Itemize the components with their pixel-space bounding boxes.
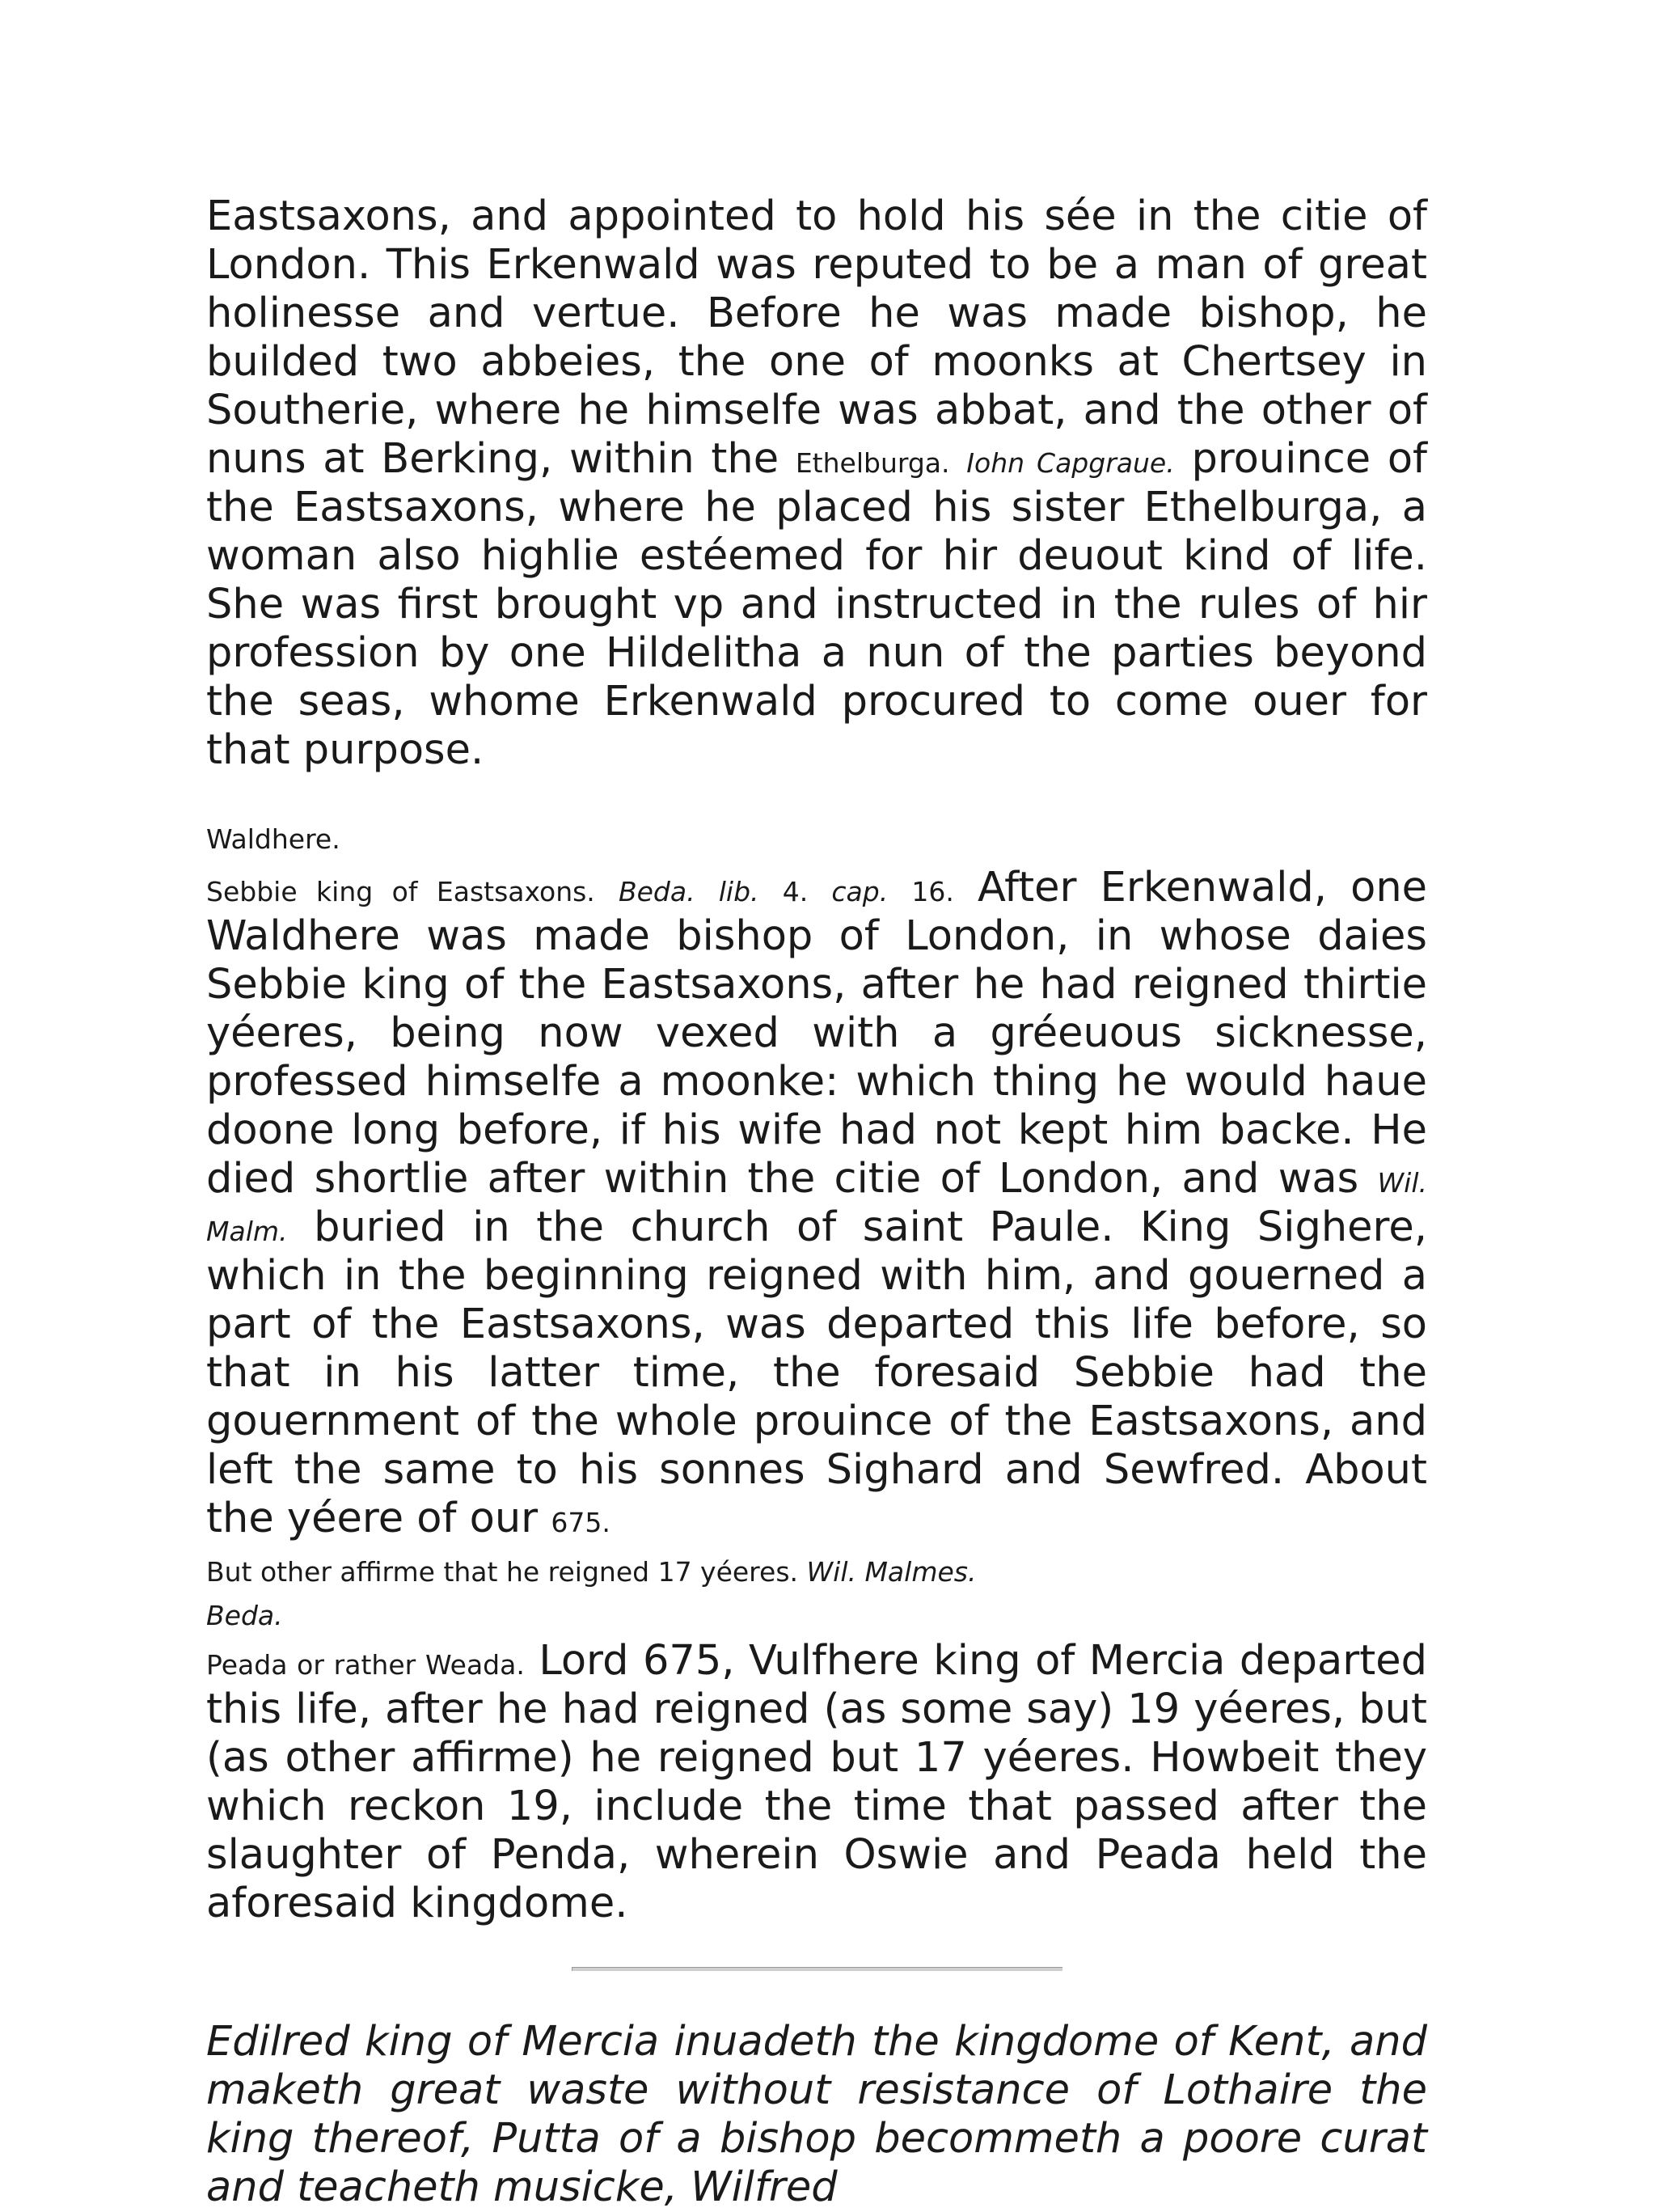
paragraph-waldhere — [206, 864, 1427, 1543]
margin-note-cap: cap. — [831, 876, 889, 907]
margin-note-cap-number: 16. — [911, 876, 954, 907]
paragraph-text: Lord 675, Vulfhere king of Mercia departed this life, after he had reigned (as some say) 19 yéeres, but (as other affirme) he reigned but 17 yéeres. Howbeit they which reckon 19, include the time that passed after the slaughter of Penda, wherein Oswie and Peada held the aforesaid kingdome. — [206, 1637, 1427, 1927]
margin-note-waldhere: Waldhere. — [206, 823, 340, 855]
margin-note-sebbie: Sebbie king of Eastsaxons. — [206, 876, 595, 907]
margin-note-lib: lib. — [718, 876, 759, 907]
margin-note-capgraue: Iohn Capgraue. — [966, 447, 1175, 479]
horizontal-rule — [572, 1967, 1062, 1971]
margin-note-other-affirme — [206, 1556, 1427, 1588]
paragraph-vulfhere — [206, 1637, 1427, 1928]
margin-note-beda: Beda. — [618, 876, 695, 907]
margin-note-beda-2: Beda. — [206, 1600, 283, 1631]
margin-note-peada: Peada or rather Weada. — [206, 1649, 525, 1681]
margin-note-source: Wil. Malmes. — [806, 1556, 977, 1588]
chapter-summary: Edilred king of Mercia inuadeth the kingdome of Kent, and maketh great waste without resistance of Lothaire the king thereof, Putta of a bishop becommeth a poore curat and teacheth musicke, Wilfred — [206, 2018, 1427, 2211]
margin-note-lib-number: 4. — [782, 876, 809, 907]
margin-note-ethelburga: Ethelburga. — [795, 447, 950, 479]
page-content — [206, 192, 1427, 2212]
paragraph-text: Eastsaxons, and appointed to hold his sée in the citie of London. This Erkenwald was reputed to be a man of great holinesse and vertue. Before he was made bishop, he builded two abbeies, the one of moonks at Chertsey in Southerie, where he himselfe was abbat, and the other of nuns at Berking, within the — [206, 192, 1427, 483]
paragraph-text: buried in the church of saint Paule. King Sighere, which in the beginning reigned with him, and gouerned a part of the Eastsaxons, was departed this life before, so that in his latter time, the foresaid Sebbie had the gouernment of the whole prouince of the Eastsaxons, and left the same to his sonnes Sighard and Sewfred. About the yéere of our — [206, 1203, 1427, 1542]
margin-note-wil-malm: Wil. Malm. — [206, 1167, 1428, 1247]
paragraph-text: After Erkenwald, one Waldhere was made bishop of London, in whose daies Sebbie king of the Eastsaxons, after he had reigned thirtie yéeres, being now vexed with a gréeuous sicknesse, professed himselfe a moonke: which thing he would haue doone long before, if his wife had not kept him backe. He died shortlie after within the citie of London, and was — [206, 864, 1428, 1203]
paragraph-erkenwald — [206, 192, 1427, 775]
paragraph-text: prouince of the Eastsaxons, where he placed his sister Ethelburga, a woman also highlie estéemed for hir deuout kind of life. She was first brought vp and instructed in the rules of hir profession by one Hildelitha a nun of the parties beyond the seas, whome Erkenwald procured to come ouer for that purpose. — [206, 435, 1428, 774]
margin-note-year: 675. — [551, 1507, 610, 1538]
margin-note-text: But other affirme that he reigned 17 yéeres. — [206, 1556, 799, 1588]
